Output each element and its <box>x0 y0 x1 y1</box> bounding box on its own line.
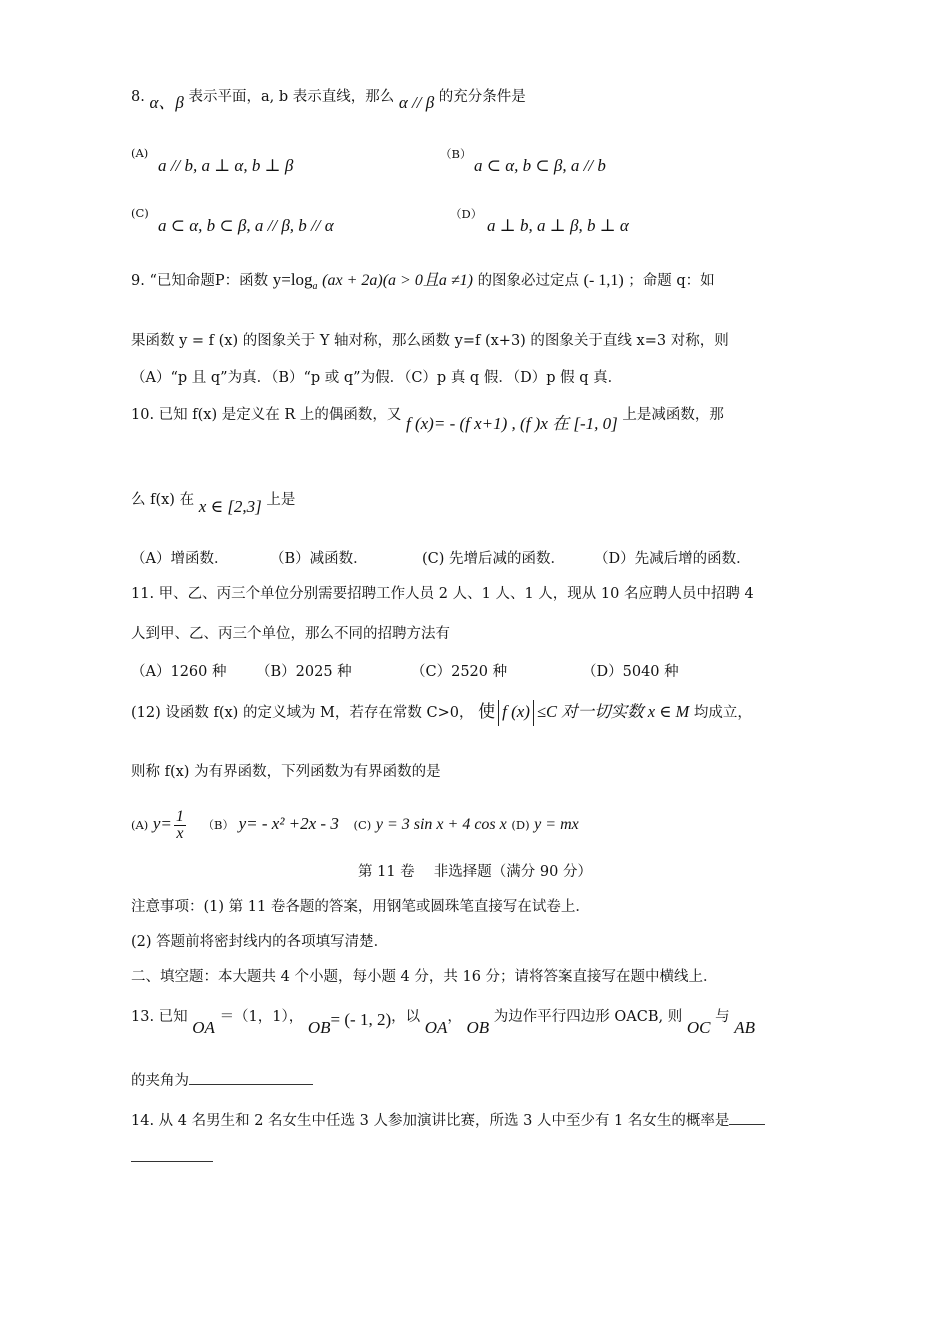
q12-option-d-expr: y = mx <box>534 816 579 833</box>
q13-stem <box>131 1006 755 1037</box>
q8-option-c-expr: a ⊂ α, b ⊂ β, a // β, b // α <box>158 216 334 235</box>
q9-part2: 的图象必过定点 <box>477 273 580 289</box>
q12-option-b-label: （B） <box>202 818 234 832</box>
q12-fx: f (x) <box>502 702 530 721</box>
vector-oa: OA <box>192 1018 215 1037</box>
q9-point: (- 1,1) <box>583 272 624 289</box>
q9-line2: 果函数 y = f (x) 的图象关于 Y 轴对称，那么函数 y=f (x+3) 的图象关于直线 x=3 对称，则 <box>131 333 729 349</box>
frac-numerator: 1 <box>175 807 184 825</box>
q10-option-c: (C) 先增后减的函数． <box>422 551 566 567</box>
q12-options <box>131 806 579 843</box>
q14-answer-blank[interactable] <box>729 1124 765 1125</box>
q11-option-b: （B）2025 种 <box>256 664 352 680</box>
q14-line1 <box>131 1111 765 1131</box>
vector-ab: AB <box>734 1018 755 1037</box>
q8-option-d-label: （D） <box>450 207 483 221</box>
q8-option-c-label: (C) <box>131 206 149 220</box>
q14-text: 14. 从 4 名男生和 2 名女生中任选 3 人参加演讲比赛，所选 3 人中至少有 1 名女生的概率是 <box>131 1113 730 1129</box>
q10-part2: 上是减函数，那 <box>622 407 724 423</box>
q13-yu: 与 <box>715 1009 730 1025</box>
abs-bar-right <box>533 700 534 726</box>
vector-ob: OB <box>307 1018 331 1037</box>
q8-option-b-label: （B） <box>440 147 472 161</box>
q12-line2: 则称 f(x) 为有界函数，下列函数为有界函数的是 <box>131 764 441 780</box>
q14-answer-blank-continued[interactable] <box>131 1151 213 1162</box>
q12-shi: 使 <box>478 702 496 722</box>
abs-bar-left <box>498 700 499 726</box>
q11-line1: 11. 甲、乙、丙三个单位分别需要招聘工作人员 2 人、1 人、1 人，现从 10 名应聘人员中招聘 4 <box>131 586 754 602</box>
frac-denominator: x <box>176 824 184 842</box>
q8-stem <box>131 86 526 112</box>
q10-expr: f (x)= - (f x+1) , (f )x 在 [-1, 0] <box>406 414 618 433</box>
vector-ob-2: OB <box>466 1018 490 1037</box>
q10-line2 <box>131 489 296 516</box>
q11-option-d: （D）5040 种 <box>582 664 679 680</box>
q9-func: y=log <box>272 270 313 289</box>
q11-option-c: （C）2520 种 <box>411 664 508 680</box>
q8-text2: 的充分条件是 <box>438 89 526 105</box>
section-note-1: 注意事项：(1) 第 11 卷各题的答案，用钢笔或圆珠笔直接写在试卷上． <box>131 899 590 915</box>
q12-option-a-lhs: y= <box>152 814 172 833</box>
q9-log-base: a <box>312 280 318 292</box>
q12-option-c-label: (C) <box>353 818 372 832</box>
q11-line2: 人到甲、乙、丙三个单位，那么不同的招聘方法有 <box>131 626 450 642</box>
q12-part2: 均成立， <box>693 705 752 721</box>
vector-ob-value: = (- 1, 2) <box>330 1010 392 1029</box>
q10-stem <box>131 404 724 433</box>
q8-option-a-expr: a // b, a ⊥ α, b ⊥ β <box>158 156 294 175</box>
q10-option-d: （D）先减后增的函数． <box>594 551 751 567</box>
q10-part1: 10. 已知 f(x) 是定义在 R 上的偶函数，又 <box>131 407 402 423</box>
q10-option-a: （A）增函数． <box>131 551 229 567</box>
q13-line2-text: 的夹角为 <box>131 1073 189 1089</box>
vector-oa-2: OA <box>424 1018 448 1037</box>
q13-p4: 为边作平行四边形 OACB, 则 <box>493 1009 683 1025</box>
q9-part1: 9. “已知命题P：函数 <box>131 273 269 289</box>
q8-option-b-expr: a ⊂ α, b ⊂ β, a // b <box>474 156 606 175</box>
vector-oc: OC <box>686 1018 711 1037</box>
q10-line2a: 么 f(x) 在 <box>131 492 195 508</box>
q13-comma: ， <box>447 1009 462 1025</box>
fill-in-instructions: 二、填空题：本大题共 4 个小题，每小题 4 分，共 16 分；请将答案直接写在题中横线上． <box>131 969 718 985</box>
q13-p3: ，以 <box>391 1009 421 1025</box>
q12-option-c-expr: y = 3 sin x + 4 cos x <box>375 816 507 833</box>
section-note-2: (2) 答题前将密封线内的各项填写清楚． <box>131 934 389 950</box>
q9-options: （A）“p 且 q”为真．（B）“p 或 q”为假．（C）p 真 q 假．（D）p 假 q 真． <box>131 370 623 386</box>
q9-part3: ；命题 q：如 <box>628 273 715 289</box>
q13-answer-blank[interactable] <box>189 1084 313 1085</box>
q12-condition: ≤C 对一切实数 x ∈ M <box>536 702 690 721</box>
q10-line2b: 上是 <box>266 492 296 508</box>
q13-line2 <box>131 1071 313 1091</box>
q8-number: 8. <box>131 89 145 105</box>
q12-part1: (12) 设函数 f(x) 的定义域为 M，若存在常数 C>0， <box>131 705 474 721</box>
q8-planes: α、β <box>149 93 184 112</box>
q13-p2: ＝（1，1）， <box>219 1009 304 1025</box>
q12-option-a-fraction <box>174 809 186 842</box>
q11-option-a: （A）1260 种 <box>131 664 227 680</box>
q8-text1: 表示平面，a, b 表示直线，那么 <box>188 89 395 105</box>
q9-stem <box>131 270 715 297</box>
q10-option-b: （B）减函数． <box>270 551 368 567</box>
q10-interval: x ∈ [2,3] <box>198 497 262 516</box>
q13-p1: 13. 已知 <box>131 1009 188 1025</box>
q8-option-d-expr: a ⊥ b, a ⊥ β, b ⊥ α <box>487 216 629 235</box>
q12-stem <box>131 700 752 726</box>
q12-option-b-expr: y= - x² +2x - 3 <box>238 814 339 833</box>
q12-option-d-label: (D) <box>511 818 530 832</box>
q12-option-a-label: (A) <box>131 818 149 832</box>
q8-option-a-label: (A) <box>131 146 149 160</box>
q8-condition: α // β <box>398 93 435 112</box>
q9-arg: (ax + 2a)(a > 0且a ≠1) <box>322 272 473 289</box>
section-heading: 第 11 卷 非选择题（满分 90 分） <box>358 864 592 880</box>
